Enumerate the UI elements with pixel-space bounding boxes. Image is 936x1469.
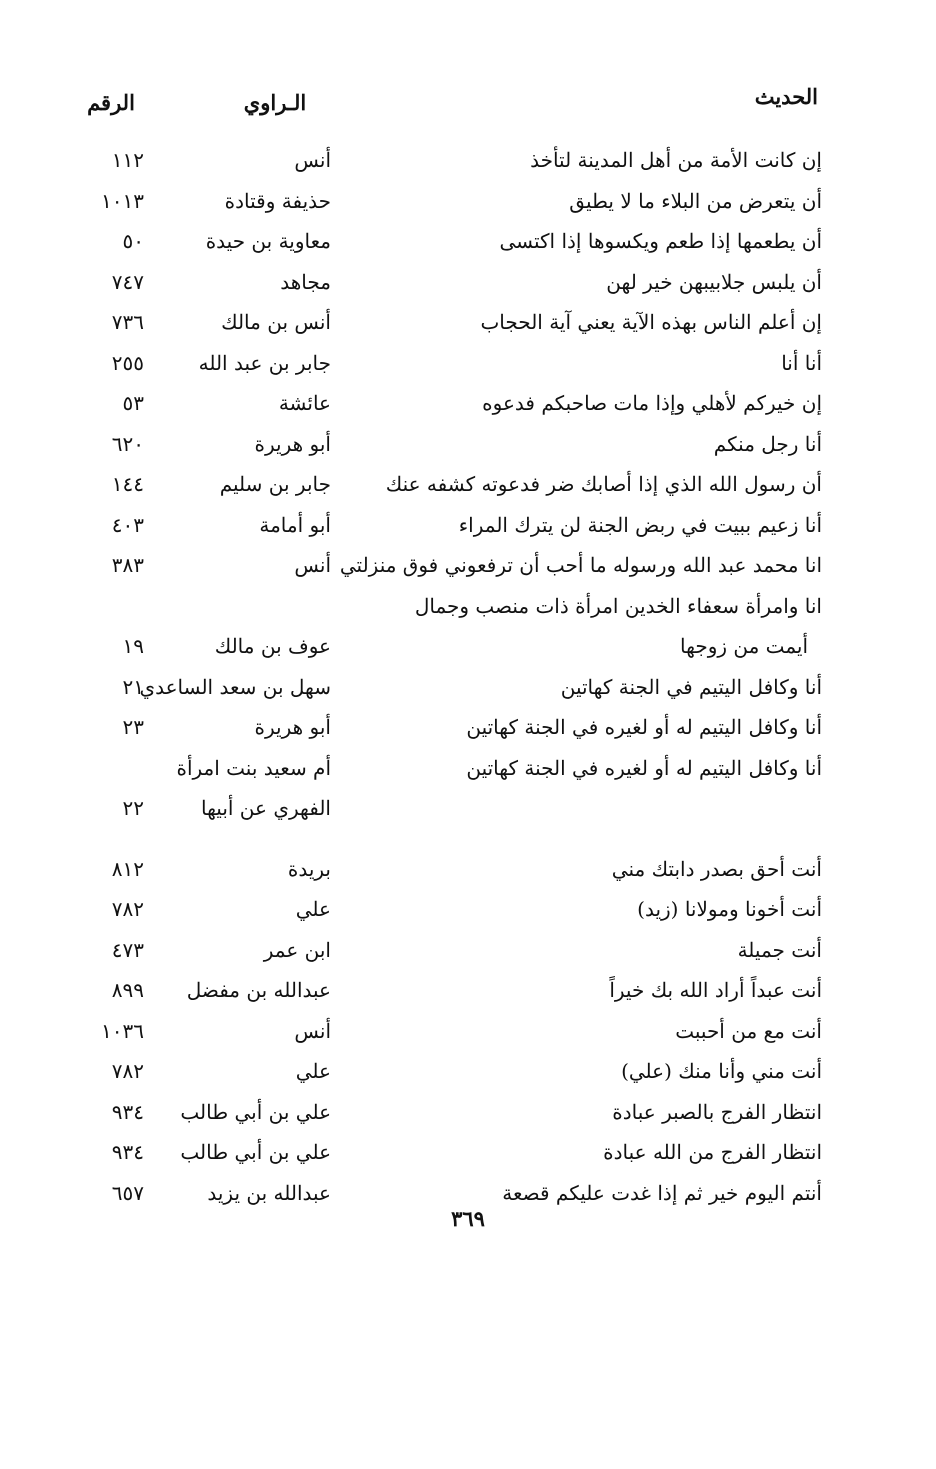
hadith-text: أنت جميلة [737,937,822,962]
narrator-name: علي [295,1059,331,1083]
narrator-name: حذيفة وقتادة [224,188,331,213]
table-row [0,181,936,222]
hadith-number: ٧٤٧ [111,269,144,294]
narrator-name: عوف بن مالك [214,634,331,658]
narrator-name: أنس بن مالك [221,310,331,334]
hadith-number: ١٠١٣ [101,188,144,213]
hadith-index-table [0,140,936,1213]
hadith-number: ٢٥٥ [111,350,144,375]
narrator-name: أبو أمامة [259,512,331,537]
narrator-name: مجاهد [280,269,331,294]
hadith-text: أنا وكافل اليتيم في الجنة كهاتين [560,674,822,699]
narrator-name: جابر بن سليم [219,472,331,496]
hadith-number: ١٠٣٦ [101,1018,144,1043]
hadith-number: ١٩ [122,634,144,658]
table-row [0,383,936,424]
hadith-number: ٢١ [122,674,144,699]
narrator-name: عائشة [278,391,331,415]
narrator-name: أبو هريرة [254,715,331,739]
hadith-number: ٦٥٧ [111,1180,144,1205]
hadith-text: انتظار الفرج بالصبر عبادة [612,1099,822,1124]
narrator-name: أنس [294,148,331,172]
hadith-text: أن يتعرض من البلاء ما لا يطيق [569,188,822,213]
hadith-text: أن يطعمها إذا طعم ويكسوها إذا اكتسى [499,229,822,253]
narrator-name: عبدالله بن يزيد [207,1180,331,1205]
hadith-number: ٨٩٩ [111,978,144,1002]
table-row [0,930,936,971]
table-row [0,626,936,667]
hadith-text: إن أعلم الناس بهذه الآية يعني آية الحجاب [480,310,822,334]
hadith-text: أنا زعيم ببيت في ربض الجنة لن يترك المراء [458,512,822,537]
hadith-text: إن خيركم لأهلي وإذا مات صاحبكم فدعوه [482,391,822,415]
table-row [0,262,936,303]
hadith-number: ١١٢ [111,148,144,172]
hadith-number: ٧٨٢ [111,897,144,921]
table-row [0,545,936,586]
hadith-number: ٩٣٤ [111,1140,144,1164]
table-row [0,424,936,465]
table-row [0,1132,936,1173]
table-row [0,889,936,930]
narrator-name: علي بن أبي طالب [180,1140,331,1164]
narrator-name: عبدالله بن مفضل [186,978,331,1002]
table-row [0,302,936,343]
narrator-name: سهل بن سعد الساعدي [139,674,331,699]
hadith-text: أن رسول الله الذي إذا أصابك ضر فدعوته كشفه عنك [385,472,822,496]
hadith-text: أنا وكافل اليتيم له أو لغيره في الجنة كهاتين [466,715,822,739]
hadith-text: أنتم اليوم خير ثم إذا غدت عليكم قصعة [502,1180,822,1205]
table-row [0,707,936,748]
table-row [0,221,936,262]
table-row [0,748,936,789]
narrator-name: معاوية بن حيدة [205,229,331,253]
hadith-number: ٧٨٢ [111,1059,144,1083]
hadith-number: ٨١٢ [111,856,144,881]
header-number: الرقم [87,90,135,115]
table-row [0,464,936,505]
narrator-name: علي بن أبي طالب [180,1099,331,1124]
table-row [0,140,936,181]
hadith-text: انتظار الفرج من الله عبادة [603,1140,822,1164]
hadith-text: انا وامرأة سعفاء الخدين امرأة ذات منصب وجمال [414,593,822,618]
hadith-number: ٢٣ [122,715,144,739]
hadith-text: أنت عبداً أراد الله بك خيراً [609,978,822,1002]
hadith-text: أنت مني وأنا منك (علي) [621,1059,822,1083]
page-number: ٣٦٩ [451,1206,485,1231]
table-row [0,1092,936,1133]
hadith-number: ٢٢ [122,796,144,820]
hadith-number: ٩٣٤ [111,1099,144,1124]
narrator-name: أنس [294,1018,331,1043]
table-row [0,586,936,627]
narrator-name: جابر بن عبد الله [198,350,331,375]
table-row [0,788,936,829]
narrator-name: بريدة [287,856,331,881]
hadith-number: ٤٠٣ [111,512,144,537]
hadith-number: ٥٣ [122,391,144,415]
table-row [0,1011,936,1052]
table-row [0,505,936,546]
table-row [0,849,936,890]
hadith-number: ٣٨٣ [111,553,144,577]
narrator-name: الفهري عن أبيها [200,796,331,820]
narrator-name: علي [295,897,331,921]
hadith-number: ٥٠ [122,229,144,253]
hadith-text: أنا وكافل اليتيم له أو لغيره في الجنة كهاتين [466,755,822,780]
hadith-number: ١٤٤ [111,472,144,496]
hadith-text: أن يلبس جلابيبهن خير لهن [606,269,822,294]
hadith-number: ٦٢٠ [111,431,144,456]
table-row [0,970,936,1011]
table-row [0,667,936,708]
hadith-text: إن كانت الأمة من أهل المدينة لتأخذ [530,148,822,172]
table-row [0,1051,936,1092]
hadith-number: ٧٣٦ [111,310,144,334]
narrator-name: ابن عمر [263,937,331,962]
hadith-number: ٤٧٣ [111,937,144,962]
narrator-name: أنس [294,553,331,577]
hadith-text: أنت مع من أحببت [675,1018,822,1043]
narrator-name: أم سعيد بنت امرأة [176,755,331,780]
hadith-text: أنا أنا [781,350,822,375]
row-spacer [0,829,936,849]
header-hadith: الحديث [754,84,818,109]
hadith-text: انا محمد عبد الله ورسوله ما أحب أن ترفعوني فوق منزلتي [339,553,822,577]
narrator-name: أبو هريرة [254,431,331,456]
hadith-text: أيمت من زوجها [680,634,808,658]
hadith-text: أنا رجل منكم [713,431,822,456]
table-header [0,84,936,124]
header-narrator: الـراوي [243,90,307,115]
hadith-text: أنت أحق بصدر دابتك مني [611,856,822,881]
hadith-text: أنت أخونا ومولانا (زيد) [637,897,822,921]
table-row [0,343,936,384]
